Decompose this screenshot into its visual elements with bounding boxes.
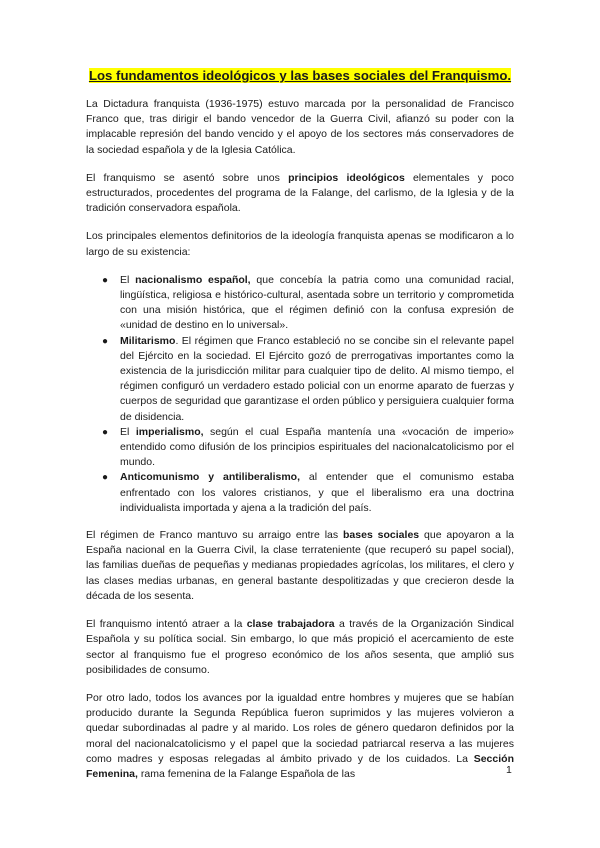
bold-term: Anticomunismo y antiliberalismo, [120, 471, 301, 484]
paragraph [86, 528, 514, 604]
bullet-dot-icon: ● [102, 274, 109, 286]
text-run: que apoyaron a la España nacional en la Guerra Civil, la clase terrateniente (que recuperó su papel social), las familias dueñas de pequeñas y medianas propiedades agrícolas, los militares, el clero y las clases medias urbanas, en general bastante despolitizadas y que crecieron desde la década de los sesenta. [86, 529, 514, 602]
text-run: rama femenina de la Falange Española de las [137, 767, 356, 780]
text-run: que concebía la patria como una comunidad racial, lingüística, religiosa e histórico-cultural, asentada sobre un territorio y comprometida con una misión histórica, que el régimen definió con la confusa expresión de «unidad de destino en lo universal». [120, 273, 514, 332]
bold-term: principios ideológicos [288, 171, 405, 184]
bold-term: bases sociales [343, 529, 420, 542]
bold-term: imperialismo, [135, 425, 204, 438]
text-run: elementales y poco estructurados, procedentes del programa de la Falange, del carlismo, de la Iglesia y de la tradición conservadora española. [86, 171, 514, 215]
text-run: Por otro lado, todos los avances por la igualdad entre hombres y mujeres que se habían producido durante la Segunda República fueron suprimidos y las mujeres volvieron a quedar subordinadas al padre y al marido. Los roles de género quedaron definidos por la moral del nacionalcatolicismo y el papel que la sociedad patriarcal reserva a las mujeres como madres y esposas relegadas al ámbito privado y de los cuidados. La [86, 691, 514, 765]
intro-paragraphs [86, 97, 514, 260]
text-run: al entender que el comunismo estaba enfrentado con los valores cristianos, y que el liberalismo era una doctrina individualista importada y ajena a la tradición del país. [120, 471, 514, 514]
bold-term: Militarismo [120, 334, 176, 347]
ideology-bullet-list [86, 273, 514, 516]
text-run: según el cual España mantenía una «vocación de imperio» entendido como difusión de los principios espirituales del nacionalcatolicismo por el mundo. [120, 425, 515, 469]
document-page [86, 68, 514, 795]
text-run: La Dictadura franquista (1936-1975) estuvo marcada por la personalidad de Francisco Franco que, tras dirigir el bando vencedor de la Guerra Civil, afianzó su poder con la implacable represión del bando vencido y el apoyo de los sectores más conservadores de la sociedad española y de la Iglesia Católica. [86, 98, 514, 156]
text-run: . El régimen que Franco estableció no se concibe sin el relevante papel del Ejército en la sociedad. El Ejército gozó de prerrogativas importantes como la existencia de la jurisdicción militar para cualquier tipo de delito. Al mismo tiempo, el régimen configuró un verdadero estado policial con un enorme aparato de fuerzas y cuerpos de seguridad que garantizase el orden público y persiguiera cualquier forma de disidencia. [120, 334, 514, 423]
paragraph [86, 97, 514, 158]
bullet-dot-icon: ● [102, 426, 109, 438]
bullet-item [86, 273, 514, 334]
bullet-item [86, 334, 514, 425]
page-number: 1 [506, 764, 512, 776]
text-run: a través de la Organización Sindical Española y su política social. Sin embargo, lo que más propició el acercamiento de este sector al franquismo fue el progreso económico de los años sesenta, que amplió sus posibilidades de consumo. [86, 618, 514, 676]
title-highlight: Los fundamentos ideológicos y las bases sociales del Franquismo. [88, 68, 512, 83]
text-run: El [120, 425, 136, 438]
bold-term: nacionalismo español, [135, 273, 251, 286]
bullet-item [86, 470, 514, 516]
paragraph [86, 691, 514, 782]
bullet-dot-icon: ● [102, 472, 109, 484]
text-run: El [120, 273, 136, 286]
bold-term: Sección Femenina, [86, 752, 514, 780]
paragraph [86, 171, 514, 217]
paragraph [86, 229, 514, 259]
text-run: Los principales elementos definitorios de la ideología franquista apenas se modificaron a lo largo de su existencia: [86, 230, 514, 258]
bold-term: clase trabajadora [246, 618, 335, 631]
text-run: El régimen de Franco mantuvo su arraigo entre las [86, 529, 344, 542]
text-run: El franquismo intentó atraer a la [86, 618, 247, 631]
bullet-dot-icon: ● [102, 335, 109, 347]
closing-paragraphs [86, 528, 514, 782]
text-run: El franquismo se asentó sobre unos [86, 171, 289, 184]
paragraph [86, 617, 514, 678]
bullet-item [86, 425, 514, 471]
document-title [86, 68, 514, 83]
